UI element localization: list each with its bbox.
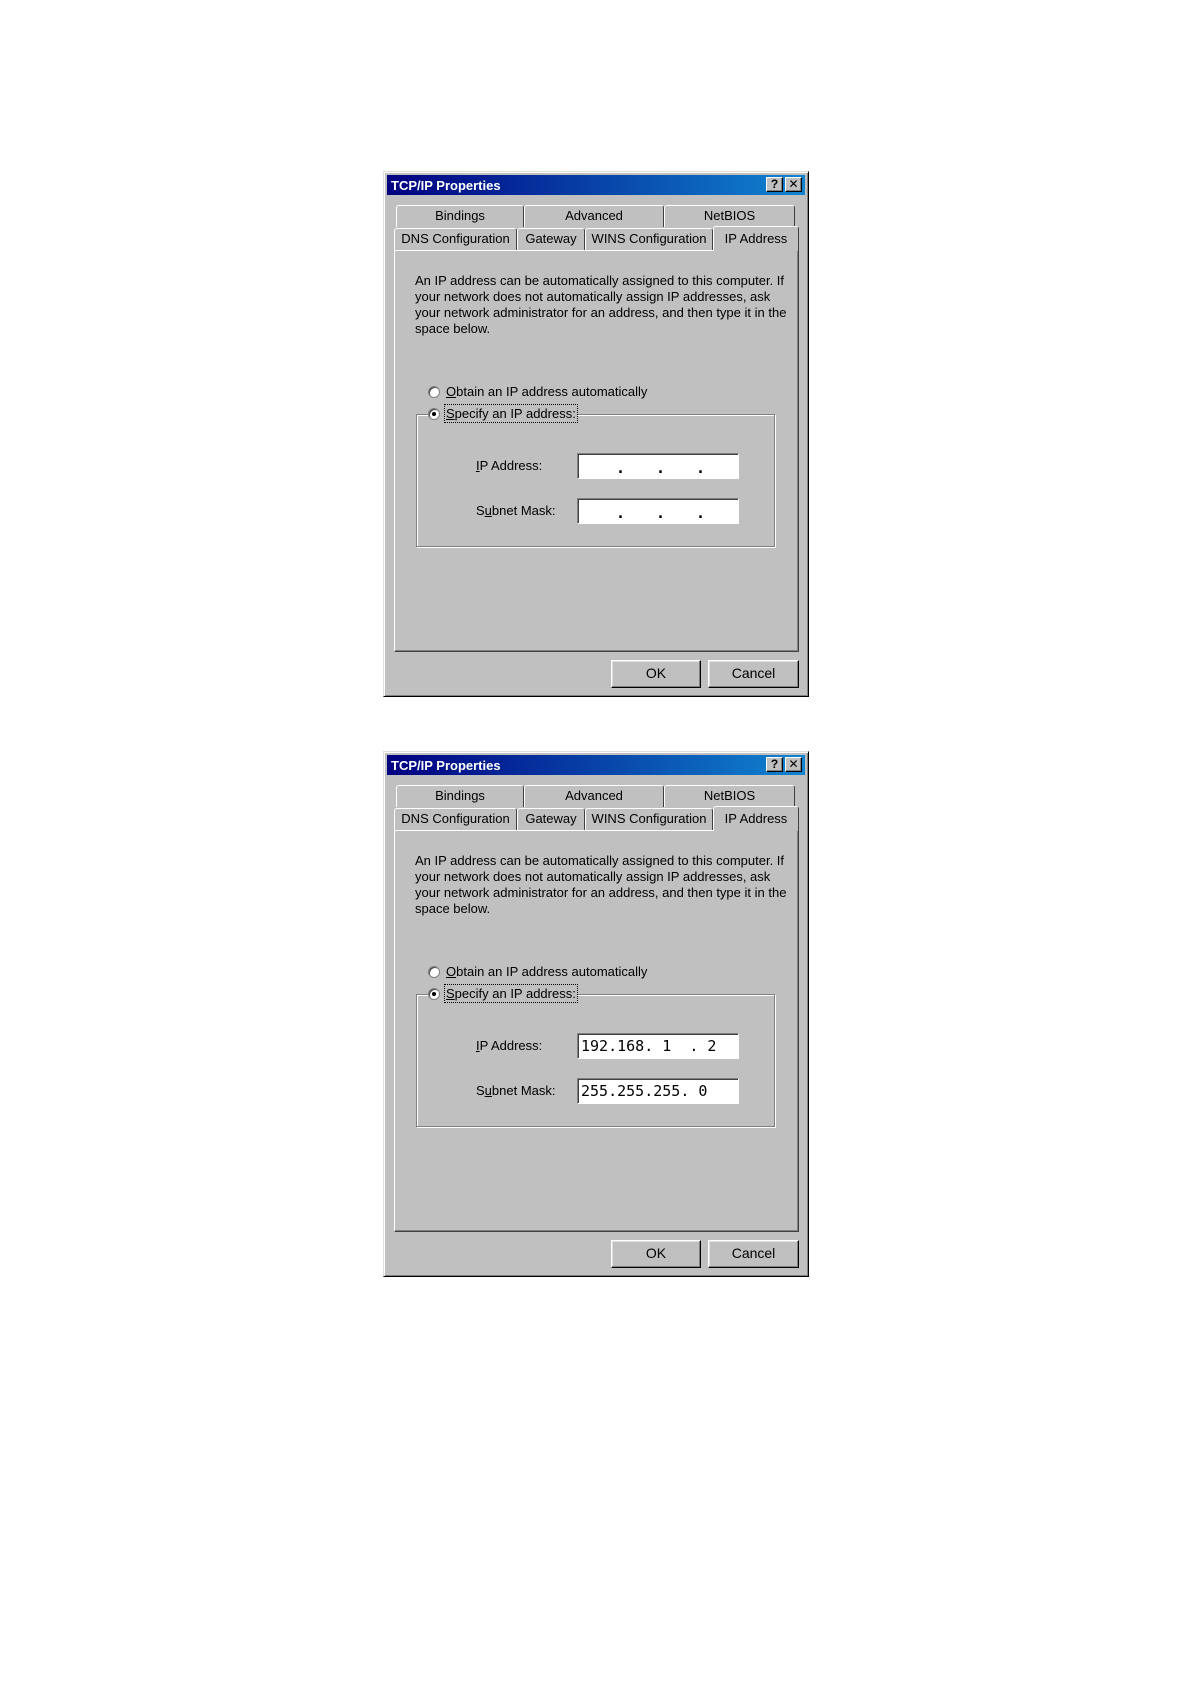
radio-unchecked-icon — [428, 386, 440, 398]
help-icon: ? — [770, 757, 779, 771]
help-button[interactable] — [766, 177, 783, 192]
ok-button[interactable]: OK — [611, 1240, 701, 1268]
tab-netbios[interactable]: NetBIOS — [664, 205, 795, 227]
radio-specify-label: Specify an IP address: — [446, 406, 576, 421]
tab-bindings[interactable]: Bindings — [396, 205, 524, 227]
radio-specify-label: Specify an IP address: — [446, 986, 576, 1001]
tab-advanced[interactable]: Advanced — [524, 205, 664, 227]
specify-ip-groupbox — [416, 414, 775, 547]
cancel-button[interactable]: Cancel — [708, 660, 799, 688]
tcpip-properties-dialog-empty — [383, 171, 809, 697]
tab-wins-configuration[interactable]: WINS Configuration — [585, 228, 713, 250]
tab-gateway[interactable]: Gateway — [517, 228, 585, 250]
ip-address-field[interactable]: 192.168. 1 . 2 — [577, 1033, 739, 1059]
close-icon: ✕ — [788, 177, 799, 191]
tab-bindings[interactable]: Bindings — [396, 785, 524, 807]
radio-specify-ip-address[interactable] — [428, 986, 578, 1001]
subnet-mask-field[interactable]: 255.255.255. 0 — [577, 1078, 739, 1104]
radio-specify-ip-address[interactable] — [428, 406, 578, 421]
radio-checked-icon — [428, 408, 440, 420]
help-button[interactable] — [766, 757, 783, 772]
ip-address-label: IP Address: — [476, 458, 543, 473]
radio-obtain-ip-automatically[interactable] — [428, 384, 649, 399]
description-text: An IP address can be automatically assigned to this computer. If your network does not automatically assign IP addresses, ask your network administrator for an address, and then type it in the space below. — [415, 853, 787, 916]
dialog-title: TCP/IP Properties — [391, 758, 501, 773]
radio-unchecked-icon — [428, 966, 440, 978]
radio-obtain-label: Obtain an IP address automatically — [446, 964, 648, 979]
tab-wins-configuration[interactable]: WINS Configuration — [585, 808, 713, 830]
tab-ip-address[interactable]: IP Address — [713, 226, 799, 251]
dialog-title: TCP/IP Properties — [391, 178, 501, 193]
tab-gateway[interactable]: Gateway — [517, 808, 585, 830]
close-button[interactable] — [785, 177, 802, 192]
title-bar — [387, 755, 805, 775]
radio-checked-icon — [428, 988, 440, 1000]
tab-advanced[interactable]: Advanced — [524, 785, 664, 807]
ip-address-label: IP Address: — [476, 1038, 543, 1053]
ok-button[interactable]: OK — [611, 660, 701, 688]
ip-address-field[interactable]: . . . — [577, 453, 739, 479]
close-button[interactable] — [785, 757, 802, 772]
radio-obtain-label: Obtain an IP address automatically — [446, 384, 648, 399]
tab-dns-configuration[interactable]: DNS Configuration — [394, 808, 517, 830]
ip-address-panel — [394, 830, 799, 1232]
cancel-button[interactable]: Cancel — [708, 1240, 799, 1268]
title-bar — [387, 175, 805, 195]
subnet-mask-label: Subnet Mask: — [476, 503, 556, 518]
tab-netbios[interactable]: NetBIOS — [664, 785, 795, 807]
radio-obtain-ip-automatically[interactable] — [428, 964, 649, 979]
help-icon: ? — [770, 177, 779, 191]
specify-ip-groupbox — [416, 994, 775, 1127]
ip-address-panel — [394, 250, 799, 652]
tcpip-properties-dialog-filled — [383, 751, 809, 1277]
close-icon: ✕ — [788, 757, 799, 771]
subnet-mask-field[interactable]: . . . — [577, 498, 739, 524]
description-text: An IP address can be automatically assigned to this computer. If your network does not automatically assign IP addresses, ask your network administrator for an address, and then type it in the space below. — [415, 273, 787, 336]
subnet-mask-label: Subnet Mask: — [476, 1083, 556, 1098]
tab-ip-address[interactable]: IP Address — [713, 806, 799, 831]
tab-dns-configuration[interactable]: DNS Configuration — [394, 228, 517, 250]
